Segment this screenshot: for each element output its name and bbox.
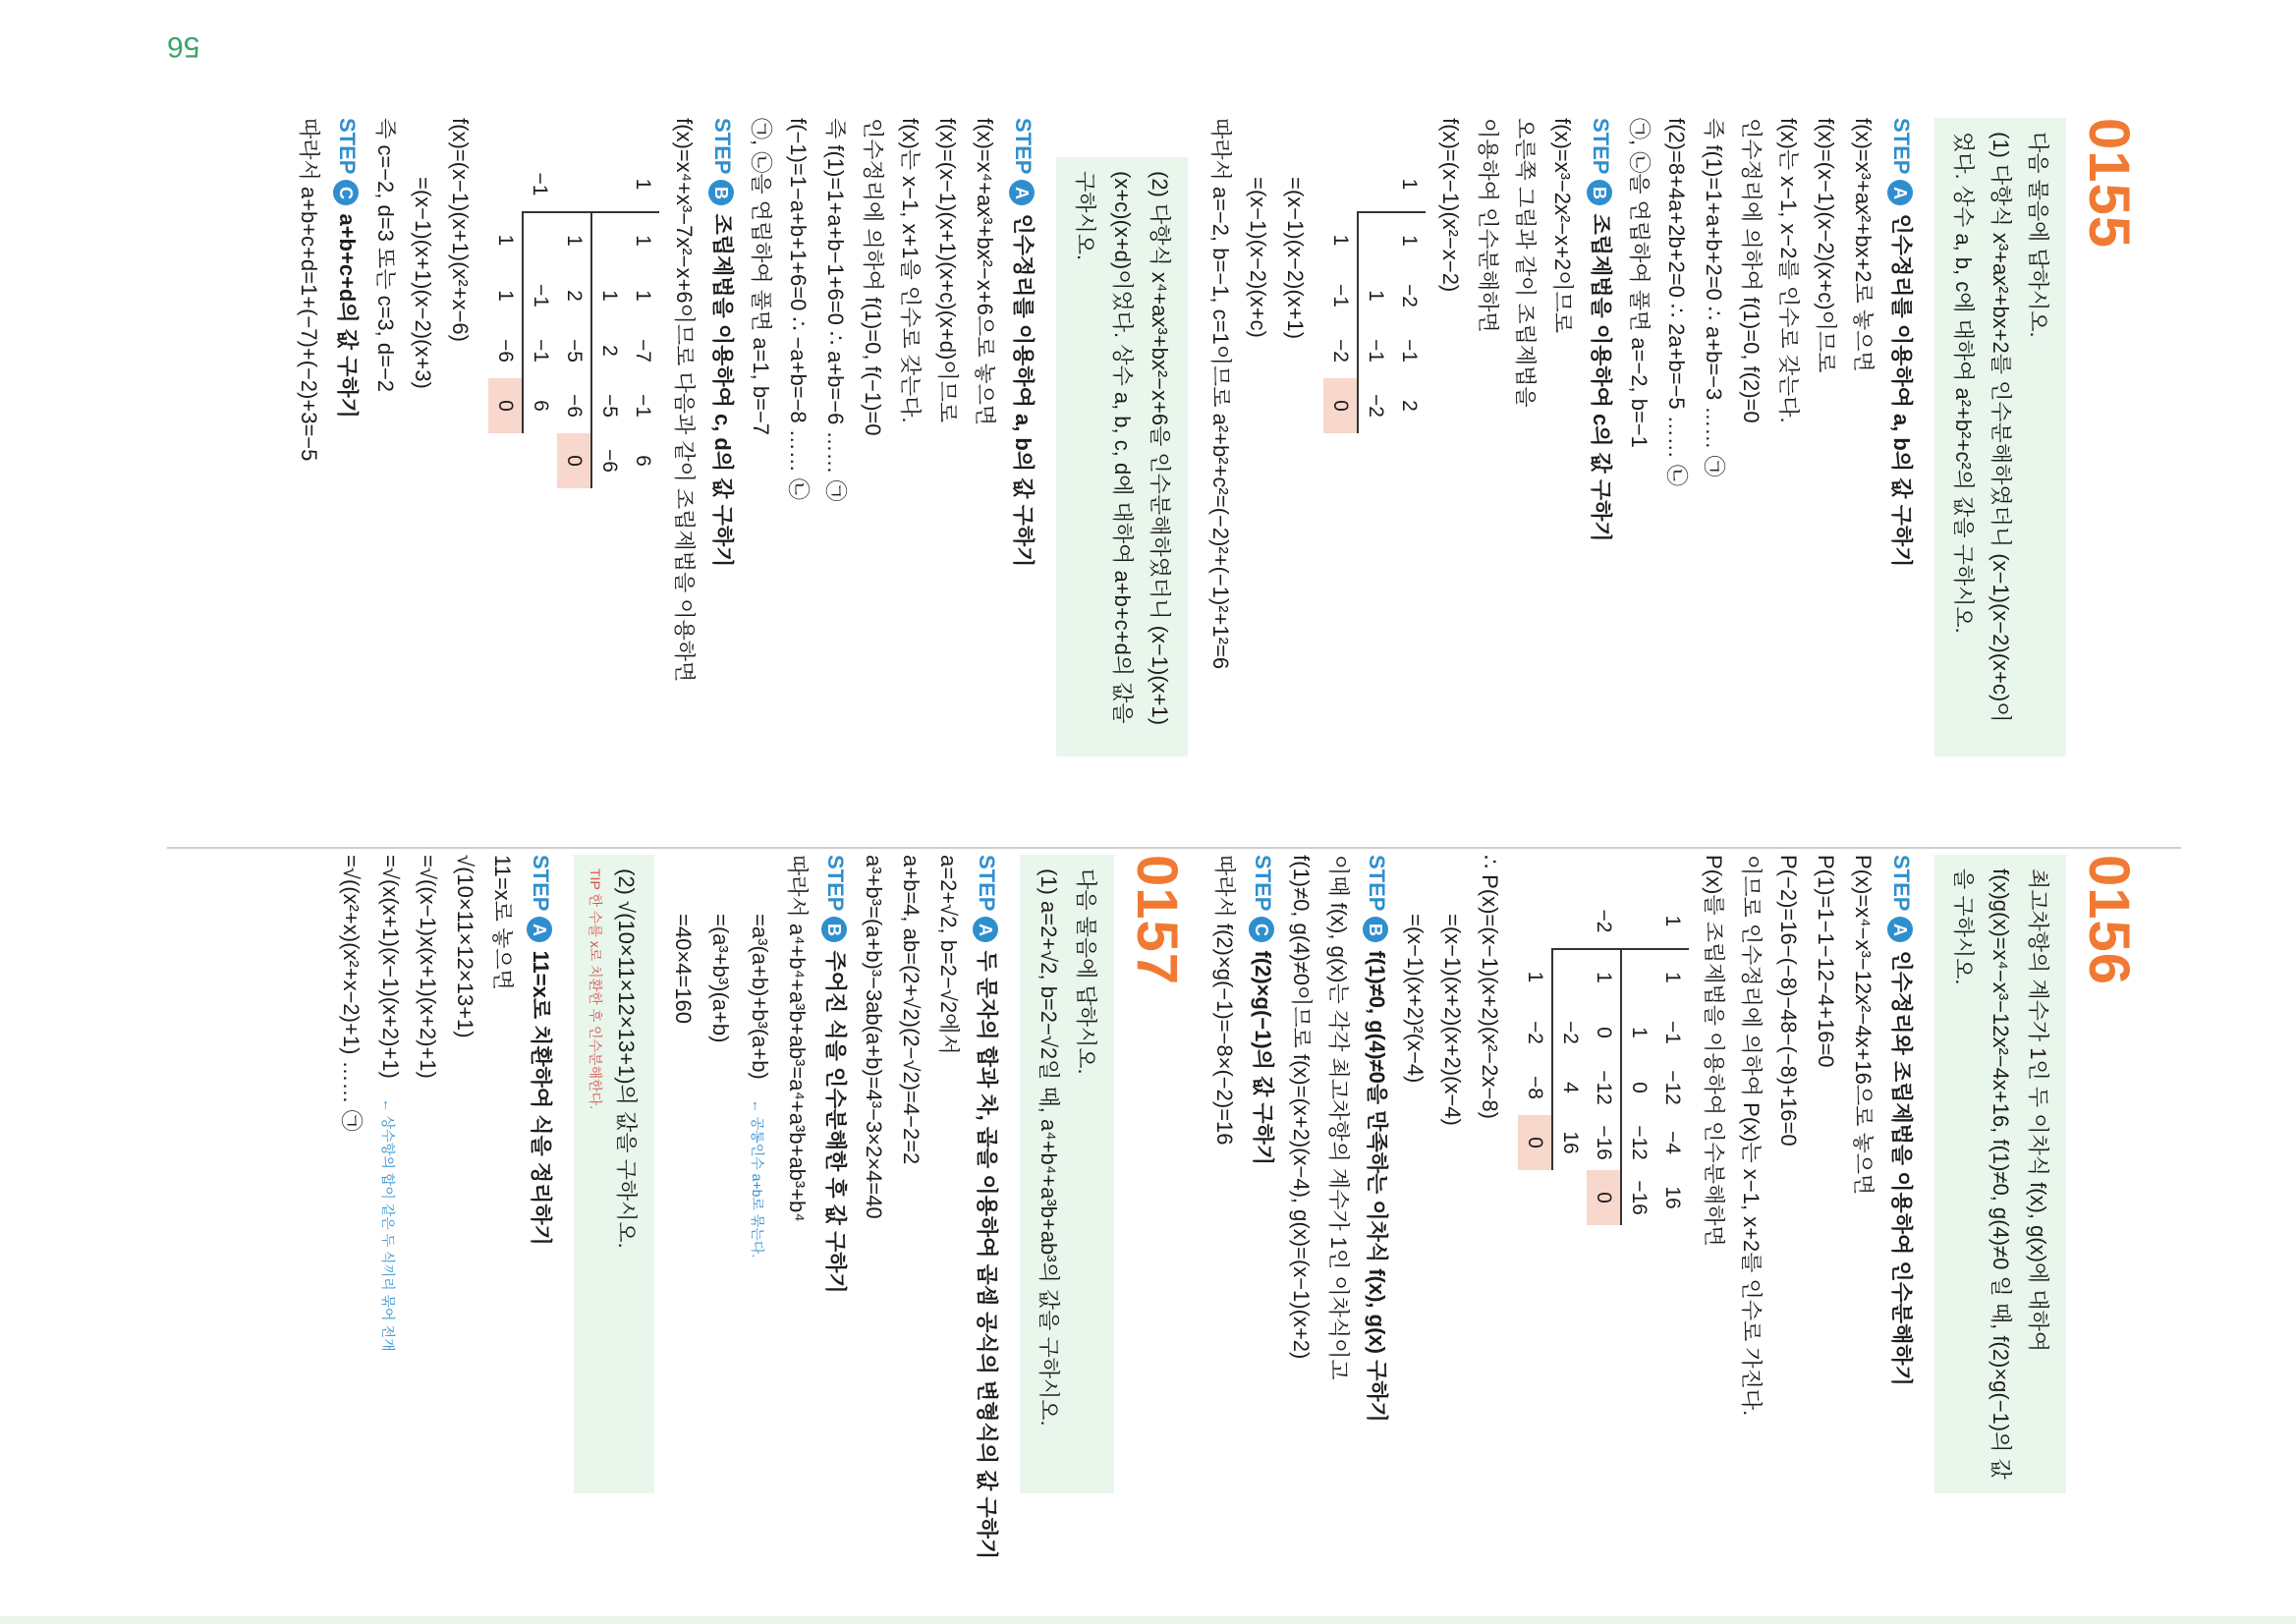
cell: −1: [1329, 284, 1352, 308]
step-badge: C: [1249, 917, 1274, 942]
cell: −6: [591, 433, 626, 488]
side-note: ← 공통인수 a+b로 묶는다.: [750, 1098, 765, 1259]
cell: −2: [1398, 284, 1421, 308]
question-box: [1020, 855, 1114, 1493]
step-badge: C: [333, 180, 359, 205]
cell: 1: [1655, 894, 1689, 949]
cell: [591, 212, 626, 268]
solution-line: ∴ P(x)=(x−1)(x+2)(x²−2x−8): [1478, 855, 1502, 1119]
cell: 6: [632, 455, 654, 467]
cell: [488, 157, 523, 212]
step-tag: STEP: [975, 855, 999, 912]
remainder-cell: 0: [1323, 378, 1358, 433]
solution-line: f(x)=(x−1)(x²−x−2): [1438, 118, 1463, 293]
cell: 1: [626, 157, 659, 212]
cell: [488, 433, 523, 488]
solution-line: 이용하여 인수분해하면: [1476, 118, 1500, 333]
step-title: 인수정리와 조립제법을 이용하여 인수분해하기: [1889, 950, 1914, 1386]
question-text: 최고차항의 계수가 1인 두 이차식 f(x), g(x)에 대하여 f(x)g(x)=x⁴−x³−12x²−4x+16, f(1)≠0, g(4)≠0 일 때, f(2)×g(−1)의 값을 구하시오.: [1951, 868, 2050, 1480]
solution-line: 이므로 인수정리에 의하여 P(x)는 x−1, x+2를 인수로 가진다.: [1739, 855, 1764, 1417]
step-tag: STEP: [710, 118, 735, 175]
step-title: f(1)≠0, g(4)≠0을 만족하는 이차식 f(x), g(x) 구하기: [1365, 950, 1389, 1423]
step-a-heading: [1881, 118, 1921, 756]
solution-line: f(x)는 x−1, x−2를 인수로 갖는다.: [1776, 118, 1801, 423]
solution-line: =(x−1)(x+2)(x+2)(x−4): [1440, 914, 1465, 1126]
problem-0155: [290, 118, 2142, 756]
bottom-band: [0, 1616, 2296, 1624]
solution-line: a=2+√2, b=2−√2에서: [936, 855, 961, 1055]
cell: −16: [1621, 1170, 1655, 1225]
question-part-1: (1) a=2+√2, b=2−√2일 때, a⁴+b⁴+a³b+ab³의 값을 구하시오.: [1036, 868, 1061, 1427]
step-badge: A: [1887, 917, 1913, 942]
cell: −2: [1524, 1021, 1546, 1044]
step-a-heading: [967, 855, 1006, 1560]
solution-line: =(x−1)(x−2)(x+1): [1283, 177, 1308, 340]
step-badge: B: [821, 917, 847, 942]
step-badge: A: [1887, 180, 1913, 205]
cell: −2: [1358, 378, 1392, 433]
step-tag: STEP: [1589, 118, 1613, 175]
cell: 1: [1398, 235, 1421, 247]
solution-line: f(x)는 x−1, x+1을 인수로 갖는다.: [898, 118, 923, 423]
solution-line: 따라서 a+b+c+d=1+(−7)+(−2)+3=−5: [297, 118, 321, 462]
solution-line: f(x)=x⁴+ax³+bx²−x+6으로 놓으면: [973, 118, 997, 426]
step-tag: STEP: [1011, 118, 1036, 175]
solution-line: [369, 855, 409, 1493]
remainder-cell: 0: [1587, 1170, 1621, 1225]
cell: −5: [563, 339, 586, 363]
solution-line: f(x)=(x−1)(x−2)(x+c)이므로: [1814, 118, 1838, 373]
tip-text: TIP 한 수를 x로 치환한 후 인수분해한다.: [588, 868, 603, 1110]
solution-line: 따라서 a=−2, b=−1, c=1이므로 a²+b²+c²=(−2)²+(−1)²+1²=6: [1208, 118, 1233, 670]
cell: 1: [1661, 972, 1684, 983]
question-part-2: (2) √(10×11×12×13+1)의 값을 구하시오.: [614, 868, 639, 1249]
solution-line: 따라서 f(2)×g(−1)=−8×(−2)=16: [1212, 855, 1237, 1146]
cell: 6: [523, 378, 557, 433]
step-badge: A: [1009, 180, 1035, 205]
cell: 0: [1621, 1060, 1655, 1115]
page-number: 56: [167, 30, 200, 63]
step-title: 주어진 식을 인수분해한 후 값 구하기: [823, 950, 848, 1294]
cell: 1: [494, 290, 517, 302]
step-title: 11=x로 치환하여 식을 정리하기: [529, 950, 553, 1246]
step-title: 두 문자의 합과 차, 곱을 이용하여 곱셈 공식의 변형식의 값 구하기: [975, 950, 999, 1560]
step-b-heading: [1581, 118, 1620, 756]
step-title: a+b+c+d의 값 구하기: [335, 213, 360, 419]
cell: −12: [1593, 1070, 1615, 1105]
step-badge: A: [973, 917, 998, 942]
step-b-heading: [702, 118, 742, 756]
step-b-heading: [815, 855, 855, 1493]
cell: 1: [1358, 268, 1392, 323]
solution-line: P(−2)=16−(−8)−48−(−8)+16=0: [1776, 855, 1801, 1147]
step-c-heading: [1243, 855, 1282, 1493]
solution-line: f(2)=8+4a+2b+2=0 ∴ 2a+b=−5 …… ㉡: [1664, 118, 1689, 486]
cell: 16: [1552, 1115, 1587, 1170]
cell: 2: [1398, 400, 1421, 412]
cell: −1: [523, 323, 557, 378]
solution-text: =√(x(x+1)(x−1)(x+2)+1): [378, 855, 403, 1079]
step-badge: B: [1363, 917, 1388, 942]
synthetic-division-table: [1518, 894, 1689, 1225]
cell: −1: [1661, 1021, 1684, 1044]
solution-line: f(−1)=1−a+b+1+6=0 ∴ −a+b=−8 …… ㉡: [786, 118, 811, 500]
step-tag: STEP: [529, 855, 553, 912]
cell: [591, 157, 626, 212]
question-part-1: (1) 다항식 x³+ax²+bx+2를 인수분해하였더니 (x−1)(x−2)(x+c)이었다. 상수 a, b, c에 대하여 a²+b²+c²의 값을 구하시오.: [1951, 132, 2013, 723]
remainder-cell: 0: [488, 378, 523, 433]
problems-0156-0157: [332, 855, 2142, 1560]
cell: [1552, 949, 1587, 1005]
solution-line: =(x−1)(x+2)²(x−4): [1403, 914, 1428, 1084]
solution-line: f(x)=(x−1)(x+1)(x+c)(x+d)이므로: [935, 118, 960, 423]
step-a-heading: [1881, 855, 1921, 1493]
problem-number: 0155: [2077, 118, 2141, 250]
cell: −16: [1593, 1125, 1615, 1160]
solution-line: 즉 f(1)=1+a+b−1+6=0 ∴ a+b=−6 …… ㉠: [823, 118, 848, 502]
cell: [1518, 894, 1552, 949]
cell: 1: [632, 290, 654, 302]
cell: −1: [523, 268, 557, 323]
question-box: [1934, 118, 2066, 756]
solution-line: a+b=4, ab=(2+√2)(2−√2)=4−2=2: [899, 855, 924, 1165]
cell: −1: [1358, 323, 1392, 378]
question-intro: 다음 물음에 답하시오.: [2026, 132, 2050, 338]
solution-line: f(x)=x⁴+x³−7x²−x+6이므로 다음과 같이 조립제법을 이용하면: [672, 118, 697, 683]
step-tag: STEP: [335, 118, 360, 175]
cell: [1621, 894, 1655, 949]
cell: −6: [563, 394, 586, 418]
solution-line: 인수정리에 의하여 f(1)=0, f(2)=0: [1739, 118, 1764, 423]
step-title: 인수정리를 이용하여 a, b의 값 구하기: [1889, 213, 1914, 568]
problem-number: 0157: [1125, 855, 1189, 986]
solution-line: √(10×11×12×13+1): [453, 855, 477, 1038]
cell: 1: [1593, 972, 1615, 983]
step-b-heading: [1357, 855, 1396, 1493]
solution-line: =(x−1)(x+1)(x−2)(x+3): [411, 177, 435, 389]
step-tag: STEP: [1365, 855, 1389, 912]
step-badge: A: [527, 917, 552, 942]
cell: 2: [591, 323, 626, 378]
step-title: 조립제법을 이용하여 c, d의 값 구하기: [710, 213, 735, 568]
solution-line: f(x)=x³+ax²+bx+2로 놓으면: [1851, 118, 1876, 372]
solution-line: P(x)를 조립제법을 이용하여 인수분해하면: [1702, 855, 1726, 1247]
rotated-page: [177, 118, 2142, 1560]
step-a-heading: [521, 855, 560, 1493]
cell: [1621, 949, 1655, 1005]
step-tag: STEP: [1889, 855, 1914, 912]
step-tag: STEP: [1251, 855, 1275, 912]
cell: [1552, 1170, 1587, 1225]
step-badge: B: [1587, 180, 1612, 205]
cell: 0: [1593, 1027, 1615, 1038]
solution-line: 따라서 a⁴+b⁴+a³b+ab³=a⁴+a³b+ab³+b⁴: [785, 855, 810, 1222]
remainder-cell: 0: [1518, 1115, 1552, 1170]
solution-line: 즉 c=−2, d=3 또는 c=3, d=−2: [373, 118, 398, 393]
step-title: f(2)×g(−1)의 값 구하기: [1251, 950, 1275, 1166]
cell: 1: [1392, 157, 1426, 212]
cell: 16: [1661, 1186, 1684, 1209]
step-c-heading: [327, 118, 366, 756]
cell: −12: [1621, 1115, 1655, 1170]
solution-line: =(a³+b³)(a+b): [708, 914, 733, 1043]
cell: −6: [494, 339, 517, 363]
solution-line: 즉 f(1)=1+a+b+2=0 ∴ a+b=−3 …… ㉠: [1702, 118, 1726, 477]
cell: 1: [563, 235, 586, 247]
solution-line: [739, 855, 778, 1493]
question-part-2: (2) 다항식 x⁴+ax³+bx²−x+6을 인수분해하였더니 (x−1)(x+1)(x+c)(x+d)이었다. 상수 a, b, c, d에 대하여 a+b+c+d의 값을 구하시오.: [1073, 171, 1172, 726]
problem-number: 0156: [2077, 855, 2141, 986]
cell: 2: [563, 290, 586, 302]
solution-line: 오른쪽 그림과 같이 조립제법을: [1513, 118, 1538, 408]
solution-line: f(1)≠0, g(4)≠0이므로 f(x)=(x+2)(x−4), g(x)=(x−1)(x+2): [1289, 855, 1314, 1360]
cell: −1: [1398, 339, 1421, 363]
cell: 4: [1552, 1060, 1587, 1115]
solution-line: 인수정리에 의하여 f(1)=0, f(−1)=0: [861, 118, 885, 436]
question-box: [1934, 855, 2066, 1493]
remainder-cell: 0: [557, 433, 591, 488]
synthetic-division-table: [1323, 157, 1426, 433]
cell: −12: [1661, 1070, 1684, 1105]
synthetic-division-table: [488, 157, 659, 488]
cell: 1: [494, 234, 517, 247]
solution-line: f(x)=x³−2x²−x+2이므로: [1550, 118, 1575, 334]
cell: [523, 433, 557, 488]
solution-line: ㉠, ㉡을 연립하여 풀면 a=−2, b=−1: [1627, 118, 1652, 448]
side-note: ← 상수항의 합이 같은 두 식끼리 묶어 전개: [380, 1097, 396, 1352]
step-tag: STEP: [823, 855, 848, 912]
step-title: 인수정리를 이용하여 a, b의 값 구하기: [1011, 213, 1036, 568]
cell: 1: [1621, 1005, 1655, 1060]
cell: 1: [591, 268, 626, 323]
question-box-2: [574, 855, 654, 1493]
cell: −2: [1552, 1005, 1587, 1060]
cell: [523, 212, 557, 268]
cell: [1552, 894, 1587, 949]
step-title: 조립제법을 이용하여 c의 값 구하기: [1589, 213, 1613, 542]
cell: −7: [632, 339, 654, 363]
cell: [1518, 1170, 1552, 1225]
cell: −2: [1329, 339, 1352, 363]
solution-text: =a³(a+b)+b³(a+b): [748, 914, 772, 1080]
solution-line: a³+b³=(a+b)³−3ab(a+b)=4³−3×2×4=40: [862, 855, 886, 1219]
cell: [1358, 157, 1392, 212]
cell: 1: [1524, 971, 1546, 983]
cell: −8: [1524, 1076, 1546, 1099]
question-box-2: [1056, 157, 1188, 756]
solution-line: =√((x²+x)(x²+x−2)+1) …… ㉠: [339, 855, 364, 1132]
solution-line: 이때 f(x), g(x)는 각각 최고차항의 계수가 1인 이차식이고: [1326, 855, 1351, 1380]
solution-line: ㉠, ㉡을 연립하여 풀면 a=1, b=−7: [749, 118, 773, 436]
solution-line: =40×4=160: [671, 914, 696, 1024]
cell: −5: [591, 378, 626, 433]
solution-line: =√((x−1)x(x+1)(x+2)+1): [416, 855, 440, 1079]
cell: 1: [1329, 234, 1352, 247]
step-a-heading: [1003, 118, 1042, 756]
question-intro: 다음 물음에 답하시오.: [1074, 868, 1098, 1075]
solution-line: P(x)=x⁴−x³−12x²−4x+16으로 놓으면: [1851, 855, 1876, 1196]
cell: −4: [1661, 1131, 1684, 1154]
solution-line: 11=x로 놓으면: [490, 855, 515, 990]
solution-line: =(x−1)(x−2)(x+c): [1246, 177, 1270, 338]
step-tag: STEP: [1889, 118, 1914, 175]
cell: [1358, 212, 1392, 268]
cell: 1: [632, 235, 654, 247]
cell: −1: [523, 157, 557, 212]
cell: [557, 157, 591, 212]
solution-line: f(x)=(x−1)(x+1)(x²+x−6): [448, 118, 473, 342]
solution-line: P(1)=1−1−12−4+16=0: [1814, 855, 1838, 1068]
step-badge: B: [708, 180, 734, 205]
cell: −2: [1587, 894, 1621, 949]
cell: [1323, 157, 1358, 212]
cell: −1: [632, 394, 654, 418]
